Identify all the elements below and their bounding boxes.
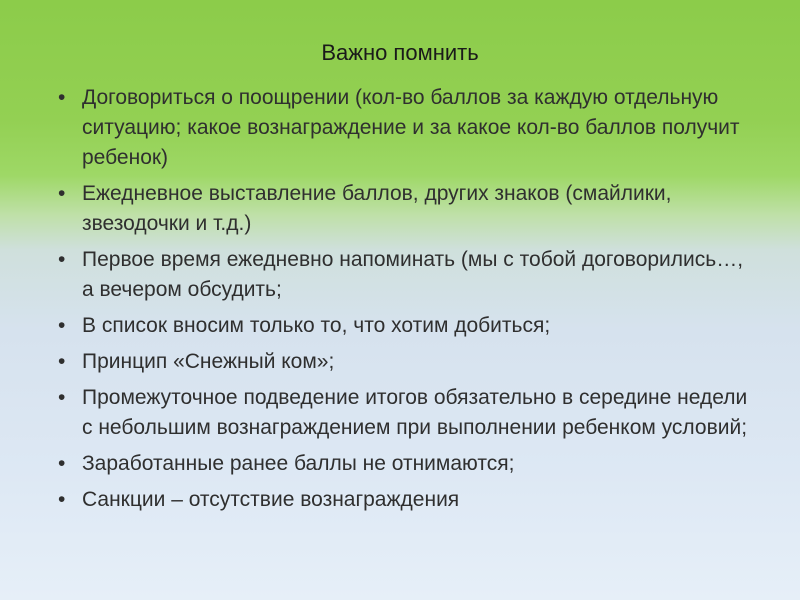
list-item	[52, 83, 752, 173]
bullet-list	[52, 83, 752, 521]
list-item-text: Санкции – отсутствие вознаграждения	[82, 488, 460, 511]
slide-title: Важно помнить	[321, 40, 479, 65]
bullet-icon: •	[58, 488, 66, 511]
list-item-text: Первое время ежедневно напоминать (мы с тобой договорились…, а вечером обсудить;	[82, 248, 744, 301]
list-item	[52, 311, 752, 341]
list-item	[52, 245, 752, 305]
list-item	[52, 347, 752, 377]
list-item	[52, 179, 752, 239]
bullet-icon: •	[58, 182, 66, 205]
list-item-text: Принцип «Снежный ком»;	[82, 350, 335, 373]
list-item-text: Заработанные ранее баллы не отнимаются;	[82, 452, 515, 475]
bullet-icon: •	[58, 314, 66, 337]
bullet-icon: •	[58, 452, 66, 475]
list-item	[52, 485, 752, 515]
list-item	[52, 449, 752, 479]
list-item-text: Ежедневное выставление баллов, других знаков (смайлики, звезодочки и т.д.)	[82, 182, 672, 235]
bullet-icon: •	[58, 350, 66, 373]
list-item	[52, 383, 752, 443]
bullet-icon: •	[58, 86, 66, 109]
list-item-text: Договориться о поощрении (кол-во баллов за каждую отдельную ситуацию; какое вознаграждение и за какое кол-во баллов получит ребенок)	[82, 86, 740, 169]
list-item-text: Промежуточное подведение итогов обязательно в середине недели с небольшим вознаграждением при выполнении ребенком условий;	[82, 386, 748, 439]
list-item-text: В список вносим только то, что хотим добиться;	[82, 314, 551, 337]
bullet-icon: •	[58, 248, 66, 271]
bullet-icon: •	[58, 386, 66, 409]
